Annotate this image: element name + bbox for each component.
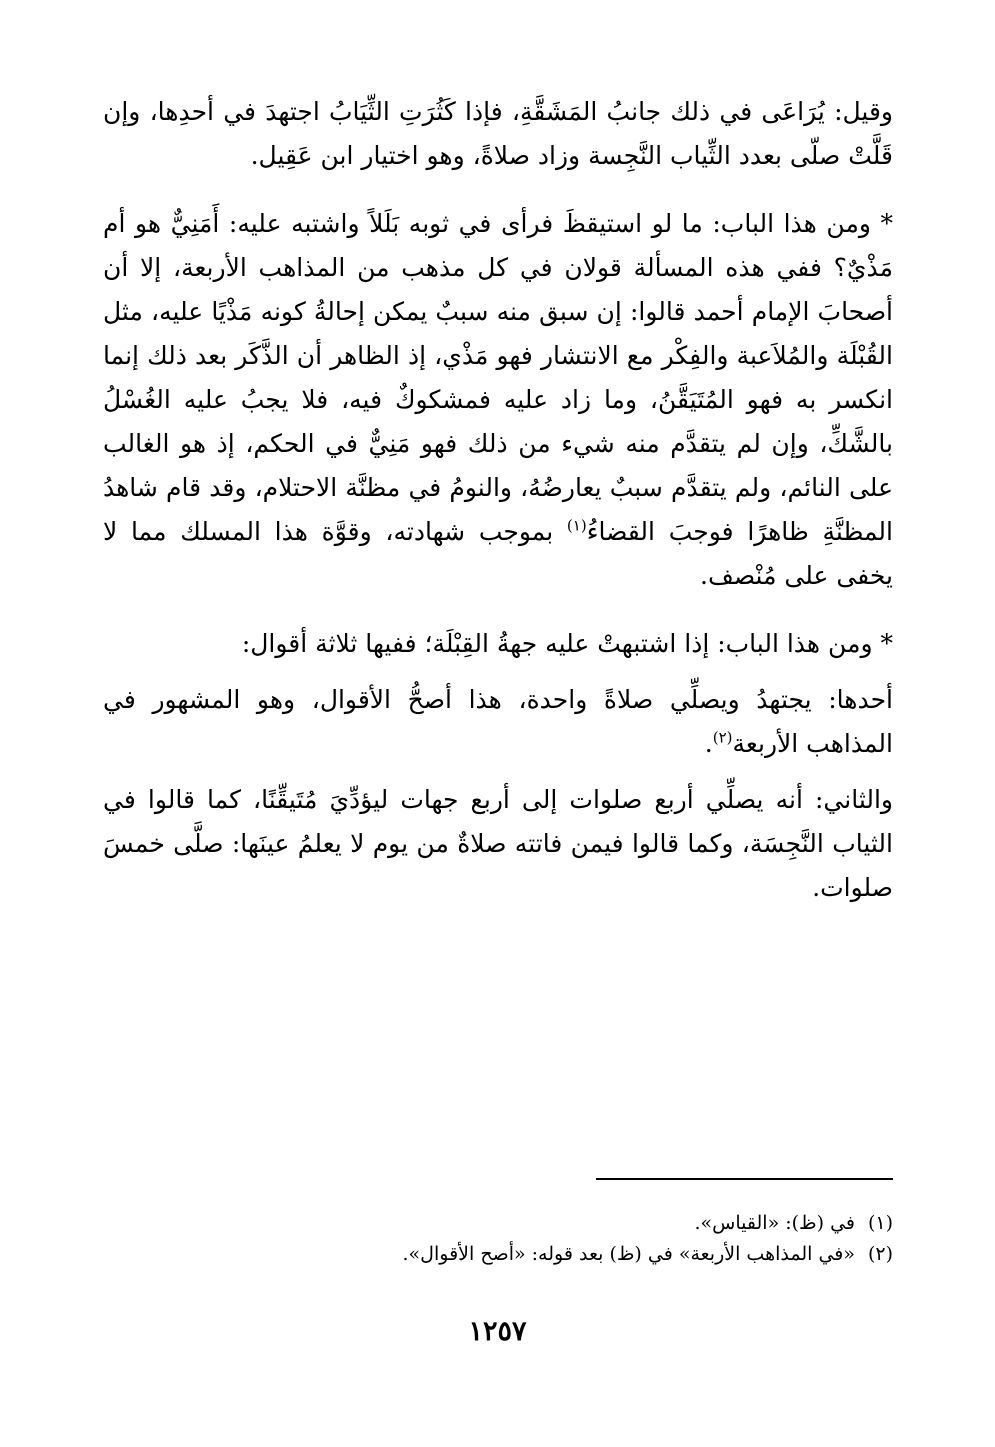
- footnote-separator: [596, 1178, 893, 1180]
- paragraph-5-text: والثاني: أنه يصلِّي أربع صلوات إلى أربع جهات ليؤدِّيَ مُتَيقِّنًا، كما قالوا في الثياب النَّجِسَة، وكما قالوا فيمن فاتته صلاةٌ من يوم لا يعلمُ عينَها: صلَّى خمسَ صلوات.: [103, 785, 893, 902]
- paragraph-1-text: وقيل: يُرَاعَى في ذلك جانبُ المَشَقَّةِ، فإذا كَثُرَتِ الثِّيَابُ اجتهدَ في أحدِها، وإن قَلَّتْ صلّى بعدد الثِّياب النَّجِسة وزاد صلاةً، وهو اختيار ابن عَقِيل.: [103, 97, 893, 170]
- main-text: [103, 90, 893, 934]
- paragraph-2: [103, 202, 893, 598]
- paragraph-2-text-a: * ومن هذا الباب: ما لو استيقظَ فرأى في ثوبه بَلَلاً واشتبه عليه: أَمَنِيٌّ هو أم مَذْيٌ؟ ففي هذه المسألة قولان في كل مذهب من المذاهب الأربعة، إلا أن أصحابَ الإمام أحمد قالوا: إن سبق منه سببٌ يمكن إحالةُ كونه مَذْيًا عليه، مثل القُبْلَة والمُلاَعبة والفِكْر مع الانتشار فهو مَذْي، إذ الظاهر أن الذَّكَر بعد ذلك إنما انكسر به فهو المُتَيَقَّنُ، وما زاد عليه فمشكوكٌ فيه، فلا يجبُ عليه الغُسْلُ بالشَّكِّ، وإن لم يتقدَّم منه شيء من ذلك فهو مَنِيٌّ في الحكم، إذ هو الغالب على النائم، ولم يتقدَّم سببٌ يعارضُهُ، والنومُ في مظنَّة الاحتلام، وقد قام شاهدُ المظنَّةِ ظاهرًا فوجبَ القضاءُ: [103, 209, 893, 546]
- footnote-ref-2[interactable]: (٢): [712, 728, 733, 747]
- footnotes: [103, 1208, 893, 1270]
- paragraph-4-text-a: أحدها: يجتهدُ ويصلِّي صلاةً واحدة، هذا أصحُّ الأقوال، وهو المشهور في المذاهب الأربعة: [103, 685, 893, 758]
- footnote-2-text: «في المذاهب الأربعة» في (ظ) بعد قوله: «أصح الأقوال».: [402, 1243, 855, 1265]
- paragraph-1: [103, 90, 893, 178]
- footnote-2-number: (٢): [867, 1243, 893, 1265]
- page-number: ١٢٥٧: [468, 1316, 527, 1347]
- footnote-1: [103, 1208, 893, 1239]
- footnote-ref-1[interactable]: (١): [566, 516, 587, 535]
- footnote-2: [103, 1239, 893, 1270]
- paragraph-4: [103, 678, 893, 766]
- paragraph-4-text-b: .: [704, 729, 713, 758]
- footnote-1-text: في (ظ): «القياس».: [694, 1212, 855, 1234]
- paragraph-3-text: * ومن هذا الباب: إذا اشتبهتْ عليه جهةُ القِبْلَة؛ ففيها ثلاثة أقوال:: [241, 629, 893, 658]
- paragraph-3: [103, 622, 893, 666]
- footnote-1-number: (١): [867, 1212, 893, 1234]
- paragraph-2-text-b: بموجب شهادته، وقوَّة هذا المسلك مما لا يخفى على مُنْصف.: [103, 517, 893, 590]
- paragraph-5: [103, 778, 893, 910]
